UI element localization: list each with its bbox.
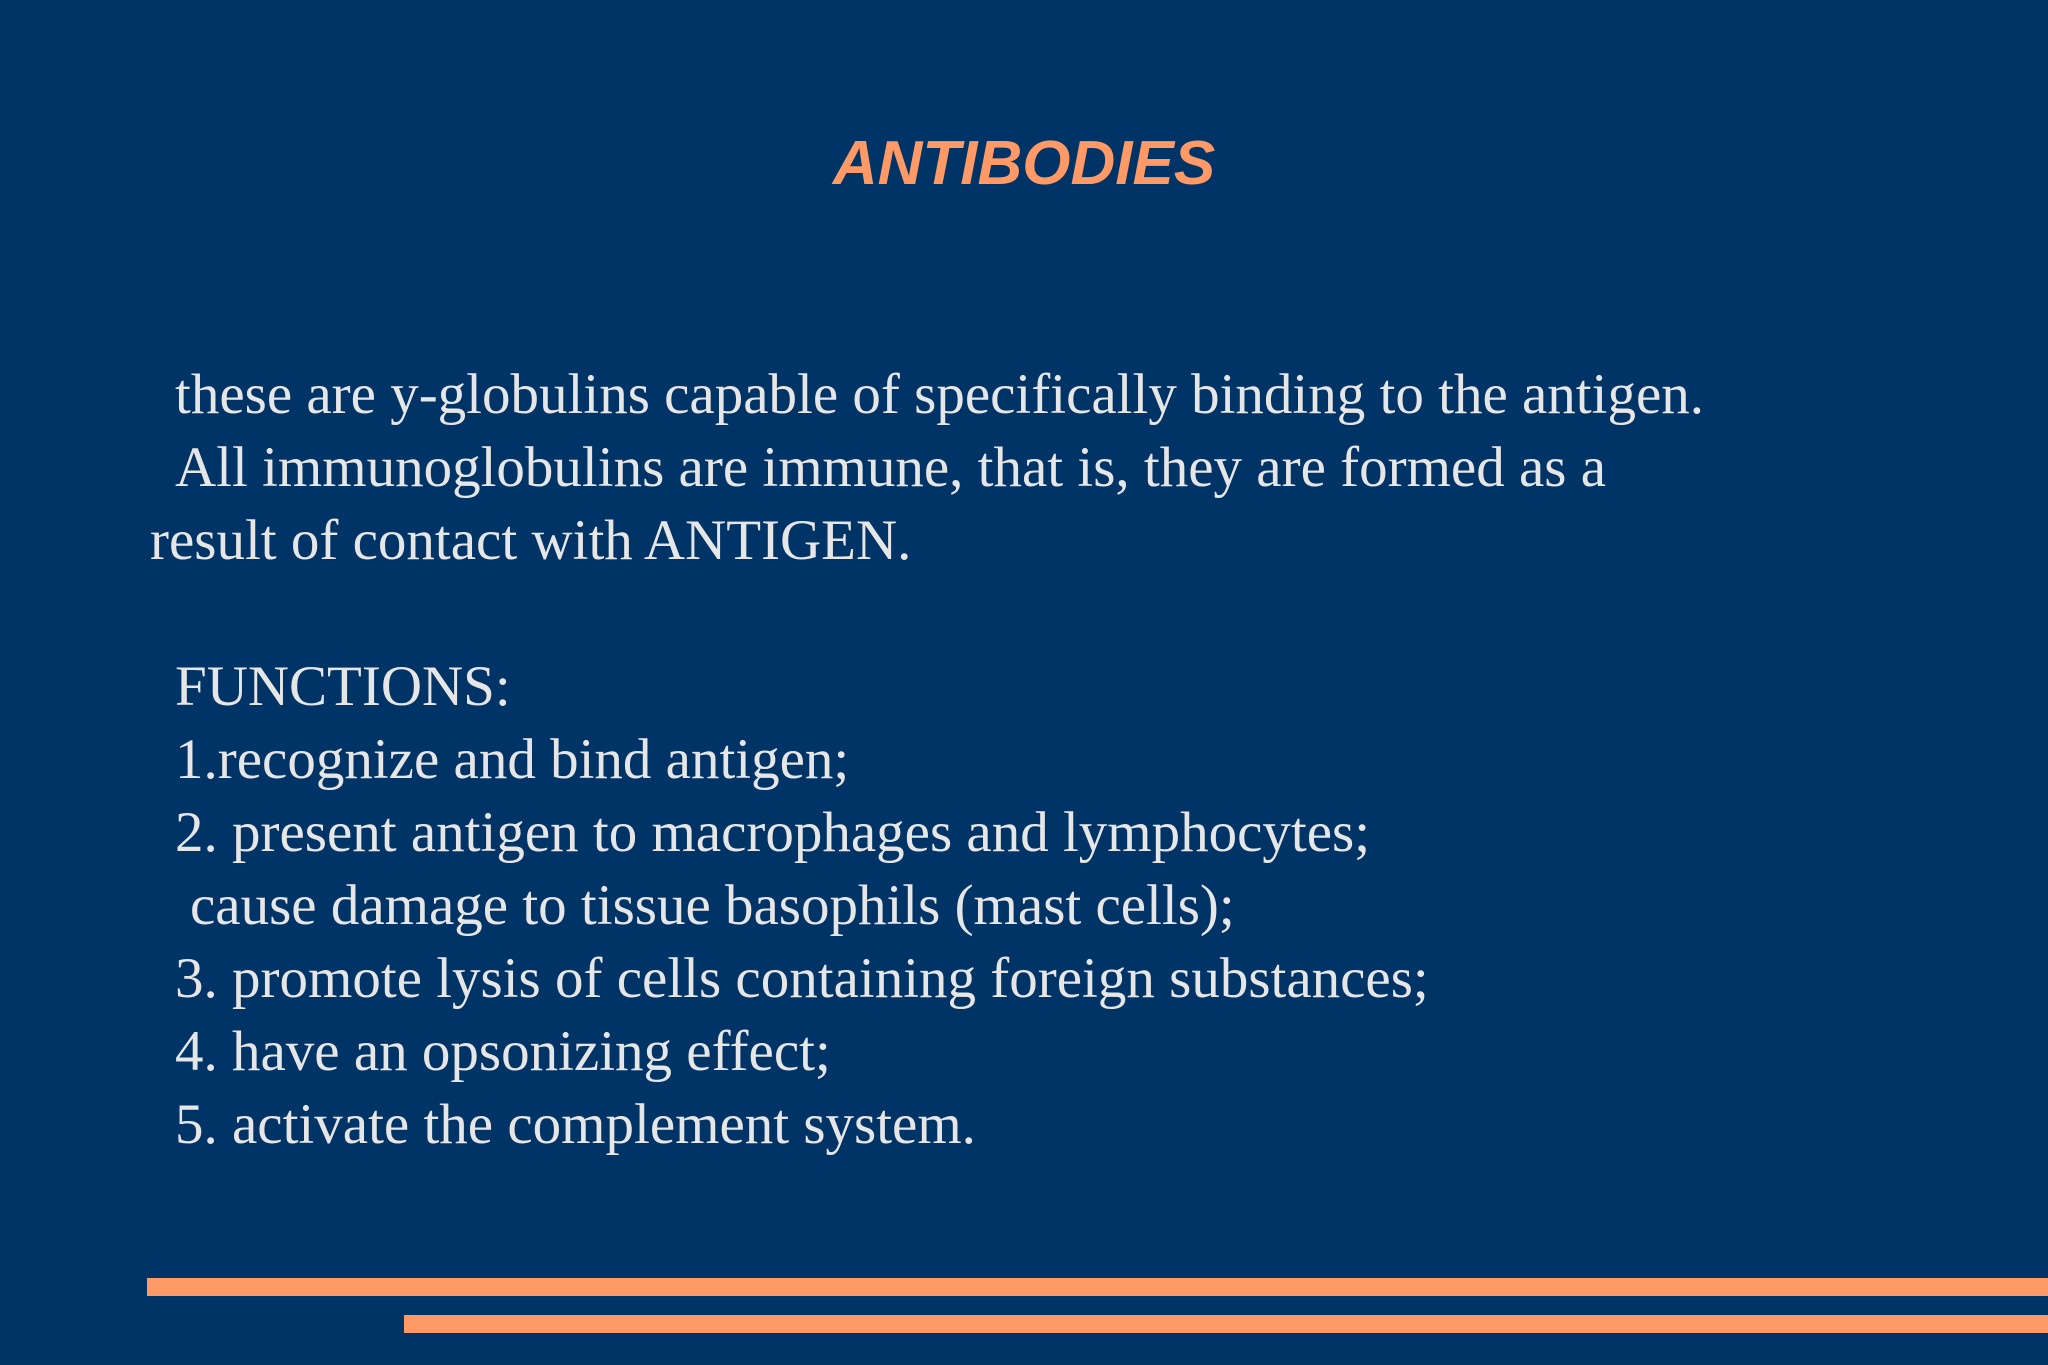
function-item-1: 1.recognize and bind antigen; [175,728,850,791]
definition-line-2: All immunoglobulins are immune, that is, they are formed as a [175,436,1607,499]
slide-body [150,358,2010,1161]
accent-bar-bottom [404,1315,2048,1333]
accent-bar-top [147,1278,2048,1296]
function-item-4: 4. have an opsonizing effect; [175,1020,831,1083]
slide-title: ANTIBODIES [832,129,1216,198]
function-item-3: 3. promote lysis of cells containing foreign substances; [175,947,1429,1010]
function-item-2-continued: cause damage to tissue basophils (mast cells); [190,874,1235,937]
blank-line [150,577,2010,650]
function-item-5: 5. activate the complement system. [175,1093,976,1156]
definition-line-1: these are y-globulins capable of specifically binding to the antigen. [175,363,1705,426]
definition-line-3: result of contact with ANTIGEN. [150,509,912,572]
functions-heading: FUNCTIONS: [175,655,511,718]
function-item-2: 2. present antigen to macrophages and lymphocytes; [175,801,1371,864]
